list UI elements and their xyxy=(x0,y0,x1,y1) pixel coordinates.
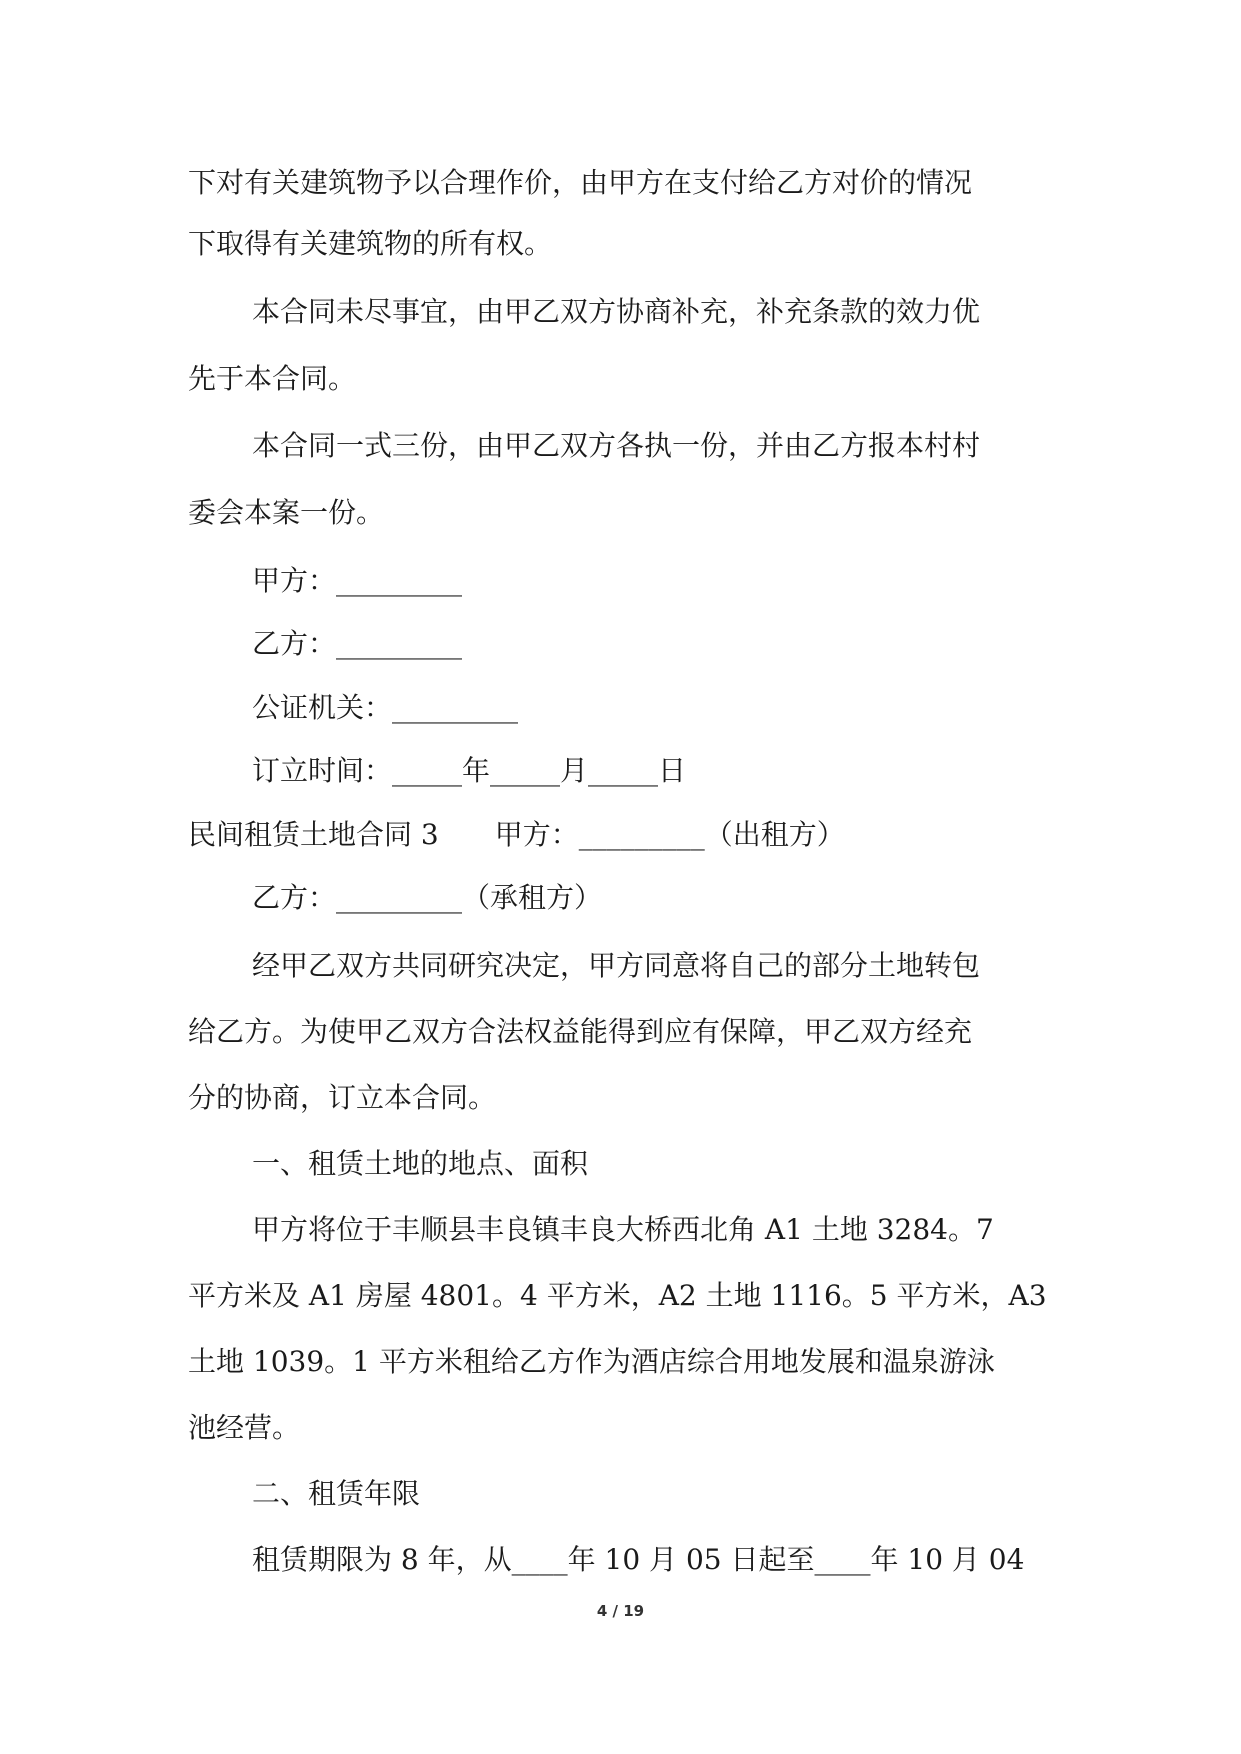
section-heading-1: 一、租赁土地的地点、面积 xyxy=(252,1147,589,1180)
text-line-15: 分的协商，订立本合同。 xyxy=(188,1081,497,1114)
party-a-signature-line: 甲方：_________ xyxy=(252,564,463,597)
text-line-22: 租赁期限为 8 年，从____年 10 月 05 日起至____年 10 月 04 xyxy=(252,1543,1025,1576)
text-line-19: 土地 1039。1 平方米租给乙方作为酒店综合用地发展和温泉游泳 xyxy=(188,1345,995,1378)
contract-heading-line: 民间租赁土地合同 3 甲方：_________（出租方） xyxy=(188,818,845,851)
text-line-3: 本合同未尽事宜，由甲乙双方协商补充，补充条款的效力优 xyxy=(252,295,981,328)
party-b-signature-line: 乙方：_________ xyxy=(252,627,463,660)
section-heading-2: 二、租赁年限 xyxy=(252,1477,421,1510)
text-line-14: 给乙方。为使甲乙双方合法权益能得到应有保障，甲乙双方经充 xyxy=(188,1015,973,1048)
text-line-4: 先于本合同。 xyxy=(188,362,357,395)
text-line-2: 下取得有关建筑物的所有权。 xyxy=(188,227,553,260)
text-line-13: 经甲乙双方共同研究决定，甲方同意将自己的部分土地转包 xyxy=(252,949,981,982)
page-number: 4 / 19 xyxy=(596,1602,645,1620)
date-line: 订立时间：_____年_____月_____日 xyxy=(252,754,687,787)
text-line-6: 委会本案一份。 xyxy=(188,496,385,529)
text-line-18: 平方米及 A1 房屋 4801。4 平方米，A2 土地 1116。5 平方米，A3 xyxy=(188,1279,1047,1312)
text-line-1: 下对有关建筑物予以合理作价，由甲方在支付给乙方对价的情况 xyxy=(188,166,973,199)
text-line-17: 甲方将位于丰顺县丰良镇丰良大桥西北角 A1 土地 3284。7 xyxy=(252,1213,994,1246)
text-line-5: 本合同一式三份，由甲乙双方各执一份，并由乙方报本村村 xyxy=(252,429,981,462)
notary-line: 公证机关：_________ xyxy=(252,691,519,724)
lessee-line: 乙方：_________（承租方） xyxy=(252,881,603,914)
text-line-20: 池经营。 xyxy=(188,1411,301,1444)
